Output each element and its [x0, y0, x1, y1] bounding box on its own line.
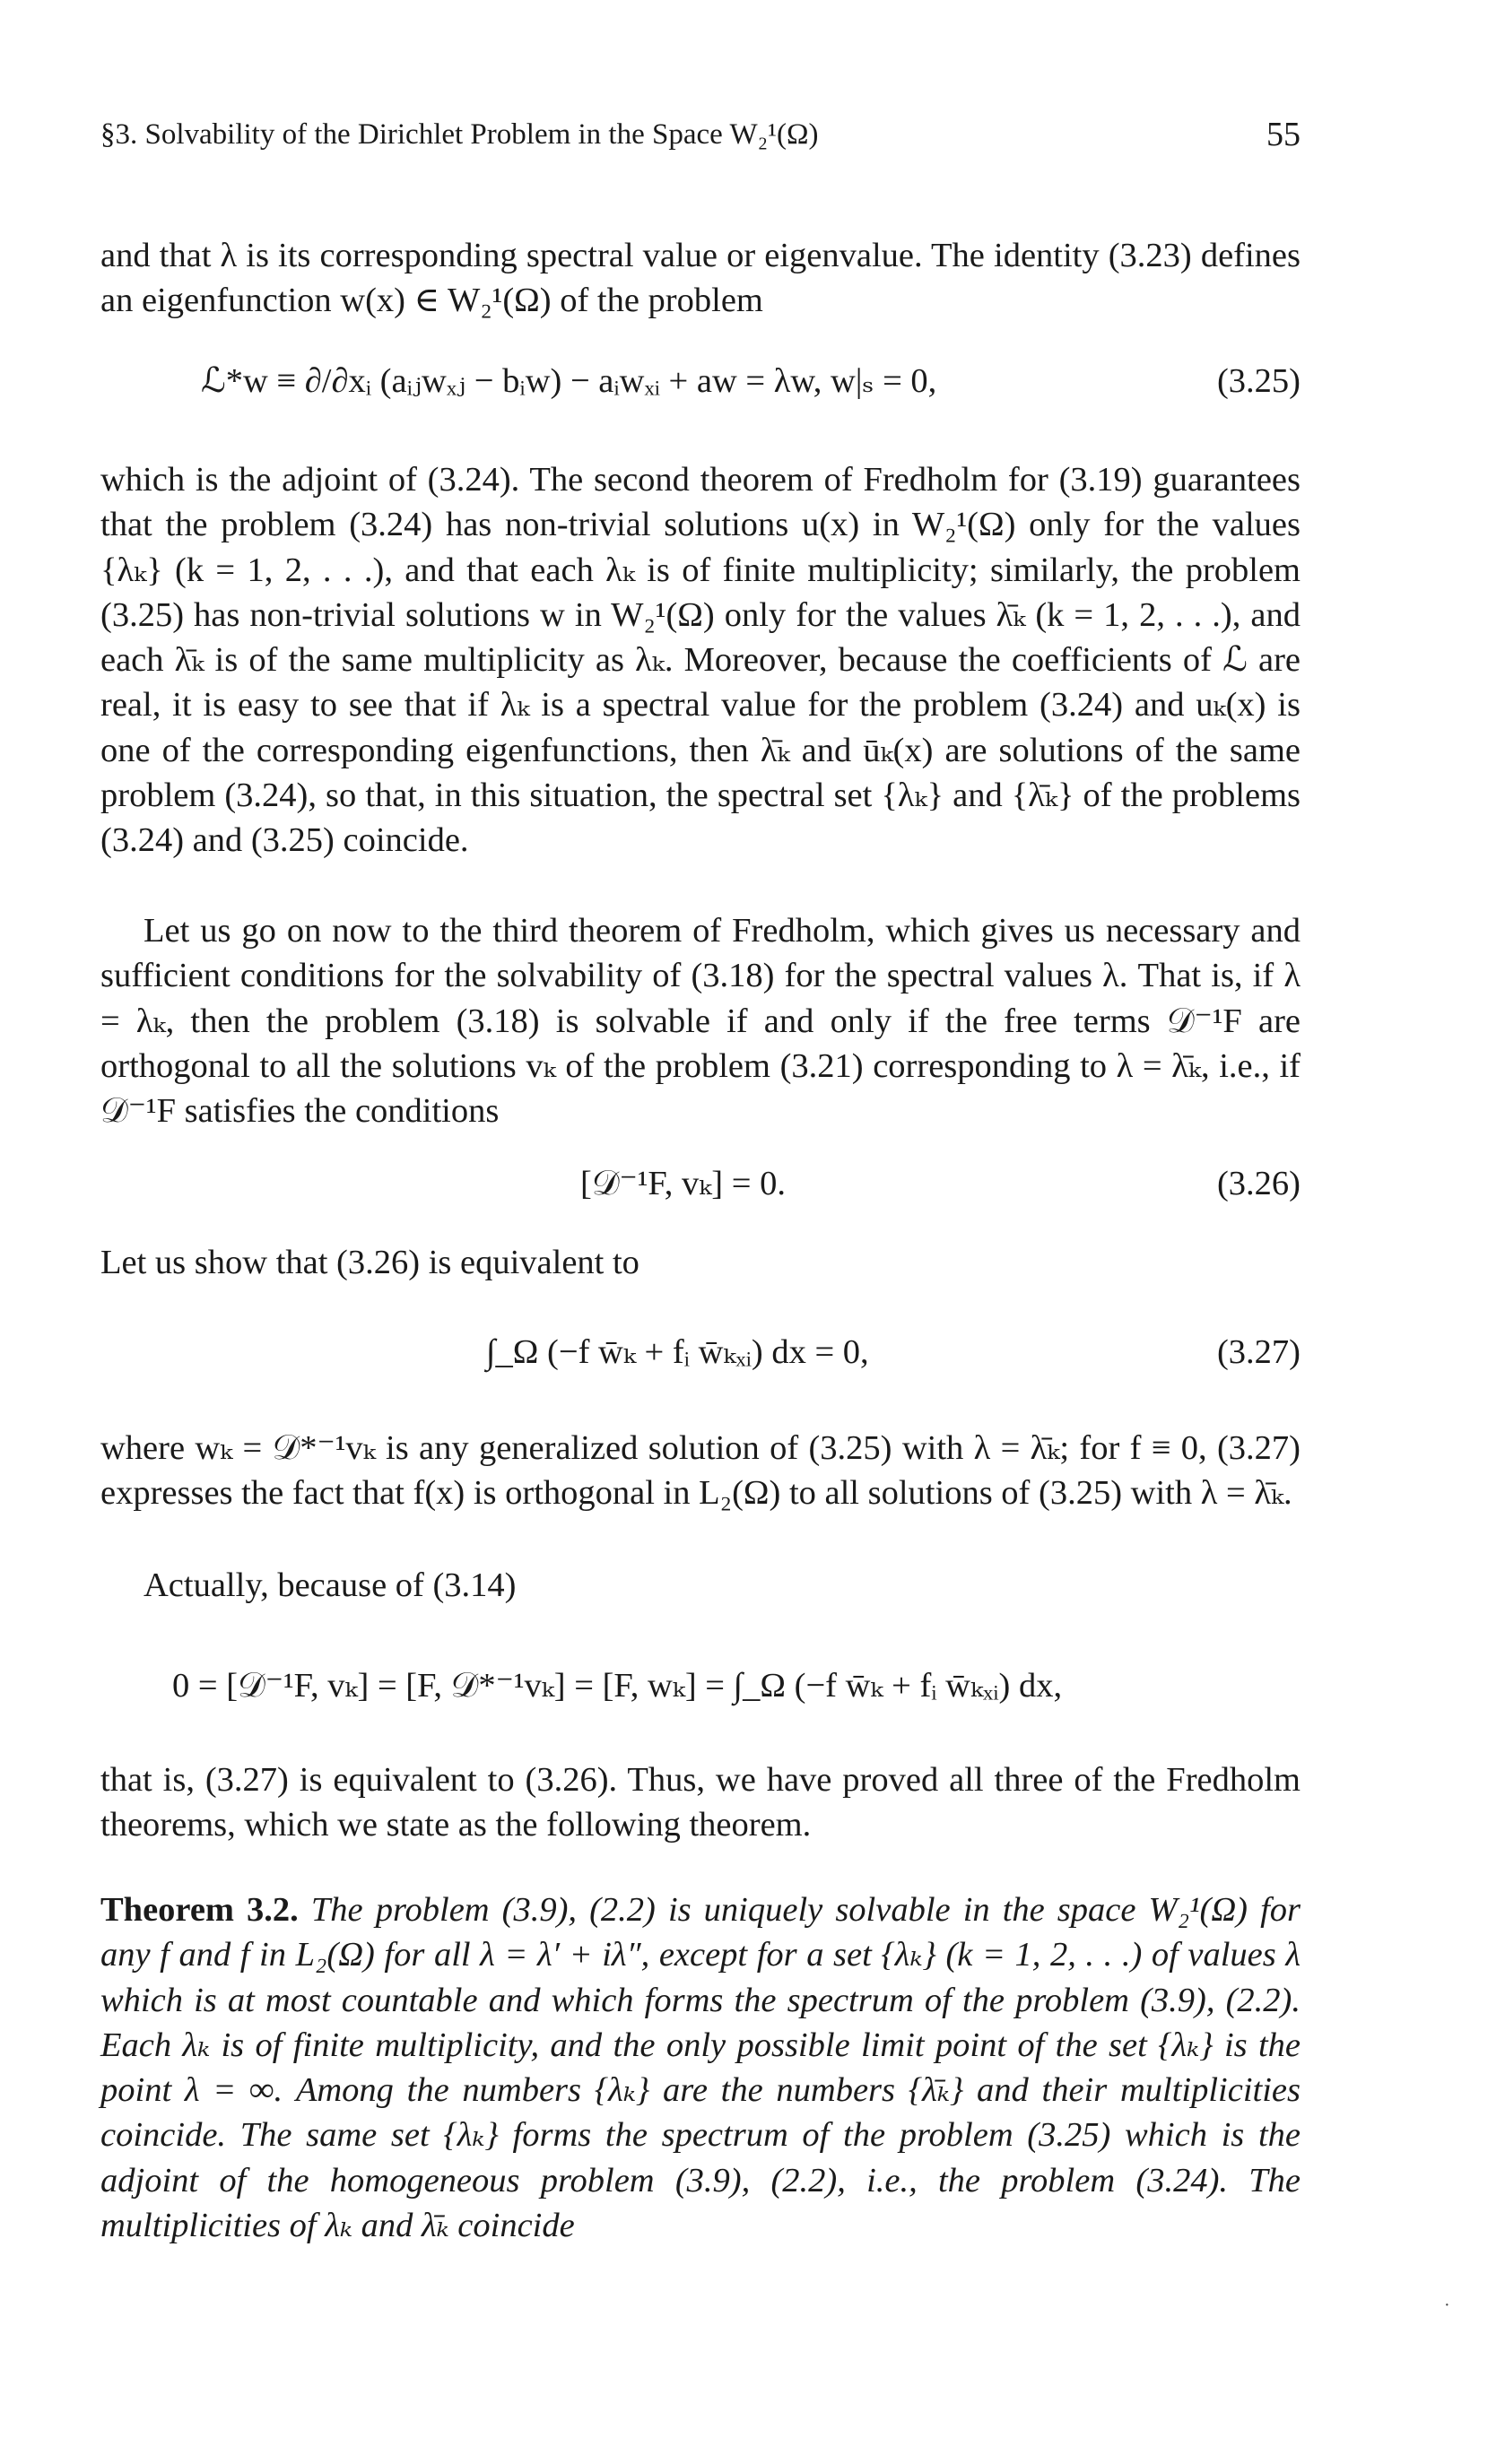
paragraph-6 [100, 1563, 1301, 1608]
paragraph-7 [100, 1757, 1301, 1848]
theorem-statement: The problem (3.9), (2.2) is uniquely solvable in the space W₂¹(Ω) for any f and f in L₂(Ω) for all λ = λ′ + iλ″, except for a set {λₖ} (k = 1, 2, . . .) of values λ which is at most countable and which forms the spectrum of the problem (3.9), (2.2). Each λₖ is of finite multiplicity, and the only possible limit point of the set {λₖ} is the point λ = ∞. Among the numbers {λₖ} are the numbers {λ̄ₖ} and their multiplicities coincide. The same set {λₖ} forms the spectrum of the problem (3.25) which is the adjoint of the homogeneous problem (3.9), (2.2), i.e., the problem (3.24). The multiplicities of λₖ and λ̄ₖ coincide [100, 1891, 1301, 2245]
paragraph-5 [100, 1426, 1301, 1516]
equation-3-25 [100, 359, 1301, 412]
page-number: 55 [1266, 116, 1301, 153]
paragraph-1 [100, 233, 1301, 324]
paragraph-4 [100, 1240, 1301, 1285]
equation-3-27 [100, 1330, 1301, 1384]
equation-3-27-body: ∫_Ω (−f w̄ₖ + fᵢ w̄ₖₓᵢ) dx = 0, [486, 1333, 869, 1371]
equation-3-14-chain [100, 1663, 1301, 1717]
paragraph-7-text: that is, (3.27) is equivalent to (3.26). Thus, we have proved all three of the Fredholm theorems, which we state as the following theorem. [100, 1761, 1301, 1844]
paragraph-1-text: and that λ is its corresponding spectral value or eigenvalue. The identity (3.23) defines an eigenfunction w(x) ∈ W₂¹(Ω) of the problem [100, 237, 1301, 320]
equation-3-25-body: ℒ*w ≡ ∂/∂xᵢ (aᵢⱼwₓⱼ − bᵢw) − aᵢwₓᵢ + aw = λw, w|ₛ = 0, [201, 362, 937, 400]
equation-3-26 [100, 1161, 1301, 1215]
running-title: §3. Solvability of the Dirichlet Problem in the Space W₂¹(Ω) [100, 118, 819, 151]
paragraph-4-text: Let us show that (3.26) is equivalent to [100, 1244, 639, 1281]
equation-number-3-25: (3.25) [1216, 362, 1301, 400]
paragraph-2-text: which is the adjoint of (3.24). The second theorem of Fredholm for (3.19) guarantees that the problem (3.24) has non-trivial solutions u(x) in W₂¹(Ω) only for the values {λₖ} (k = 1, 2, . . .), and that each λₖ is of finite multiplicity; similarly, the problem (3.25) has non-trivial solutions w in W₂¹(Ω) only for the values λ̄ₖ (k = 1, 2, . . .), and each λ̄ₖ is of the same multiplicity as λₖ. Moreover, because the coefficients of ℒ are real, it is easy to see that if λₖ is a spectral value for the problem (3.24) and uₖ(x) is one of the corresponding eigenfunctions, then λ̄ₖ and ūₖ(x) are solutions of the same problem (3.24), so that, in this situation, the spectral set {λₖ} and {λ̄ₖ} of the problems (3.24) and (3.25) coincide. [100, 461, 1301, 860]
paragraph-2 [100, 457, 1301, 863]
paragraph-3 [100, 908, 1301, 1133]
equation-number-3-27: (3.27) [1216, 1333, 1301, 1371]
equation-3-14-chain-body: 0 = [𝒟⁻¹F, vₖ] = [F, 𝒟*⁻¹vₖ] = [F, wₖ] = ∫_Ω (−f w̄ₖ + fᵢ w̄ₖₓᵢ) dx, [172, 1667, 1063, 1705]
paragraph-3-text: Let us go on now to the third theorem of Fredholm, which gives us necessary and sufficient conditions for the solvability of (3.18) for the spectral values λ. That is, if λ = λₖ, then the problem (3.18) is solvable if and only if the free terms 𝒟⁻¹F are orthogonal to all the solutions vₖ of the problem (3.21) corresponding to λ = λ̄ₖ, i.e., if 𝒟⁻¹F satisfies the conditions [100, 912, 1301, 1131]
equation-3-26-body: [𝒟⁻¹F, vₖ] = 0. [580, 1165, 786, 1202]
equation-number-3-26: (3.26) [1216, 1165, 1301, 1202]
theorem-3-2 [100, 1887, 1301, 2248]
stray-mark: · [1444, 2295, 1450, 2315]
paragraph-5-text: where wₖ = 𝒟*⁻¹vₖ is any generalized solution of (3.25) with λ = λ̄ₖ; for f ≡ 0, (3.27) expresses the fact that f(x) is orthogonal in L₂(Ω) to all solutions of (3.25) with λ = λ̄ₖ. [100, 1429, 1301, 1513]
paragraph-6-text: Actually, because of (3.14) [144, 1566, 517, 1604]
theorem-label: Theorem 3.2. [100, 1891, 299, 1929]
